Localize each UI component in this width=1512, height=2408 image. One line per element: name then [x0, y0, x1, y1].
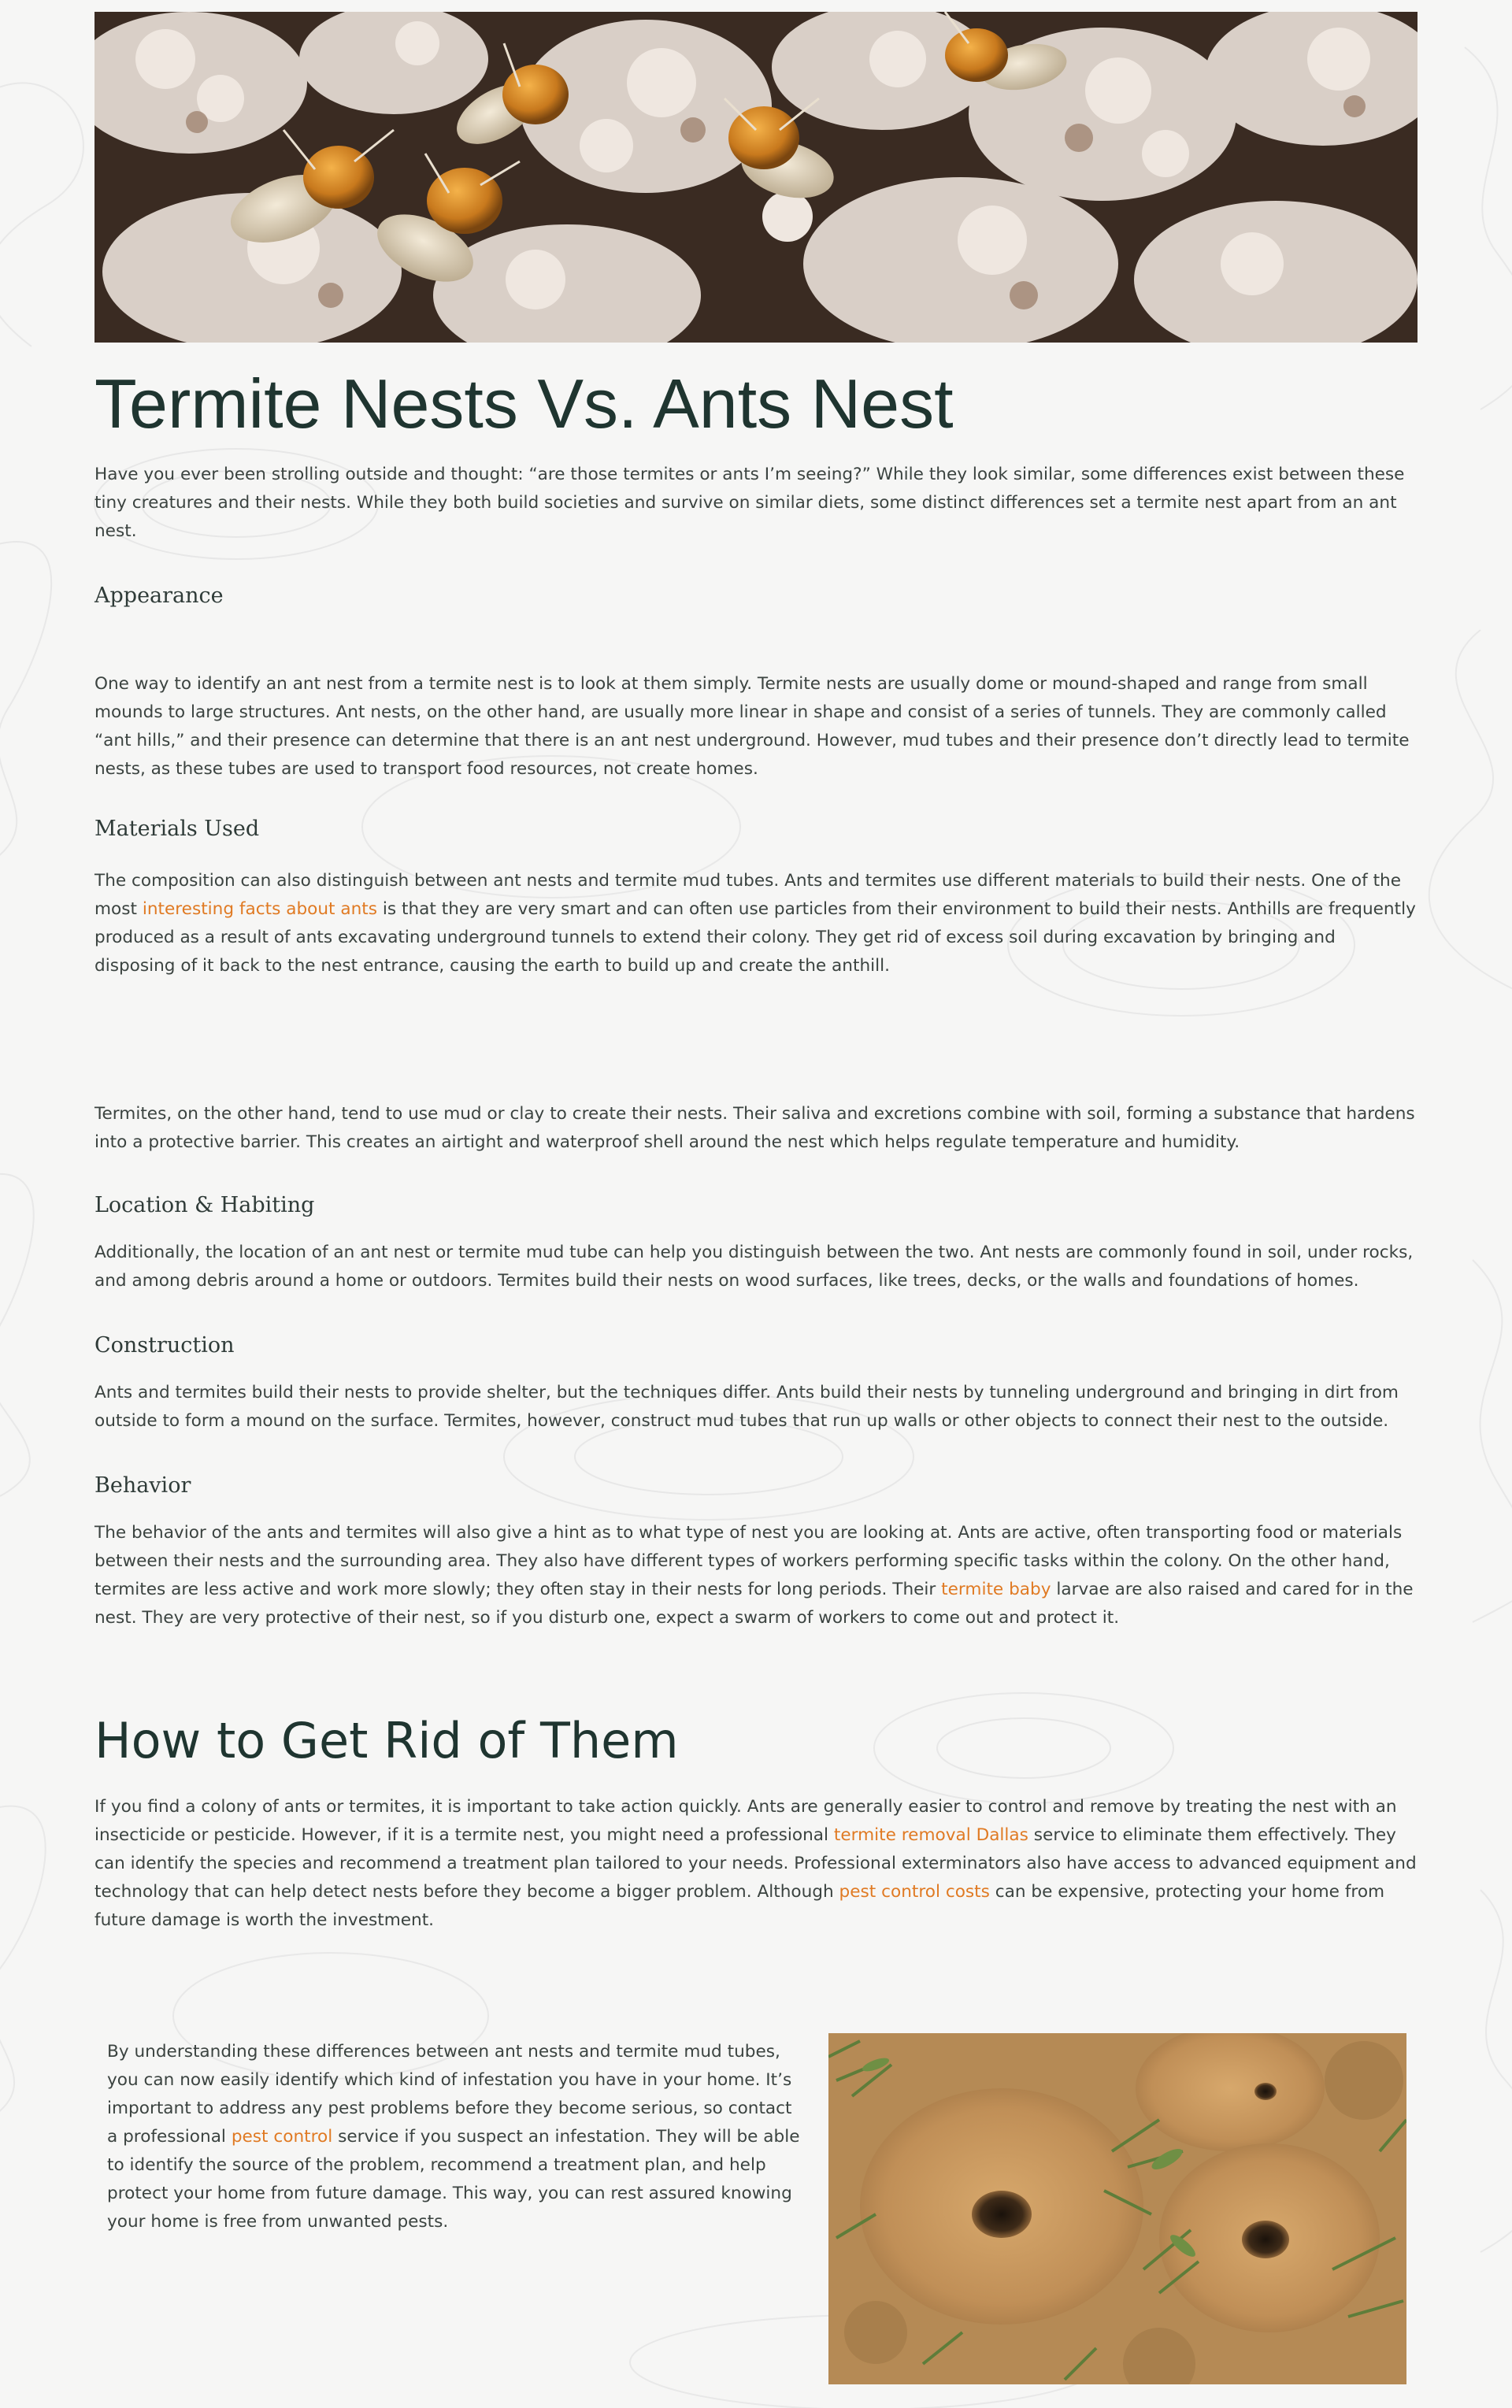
heading-behavior: Behavior	[94, 1473, 191, 1498]
appearance-paragraph: One way to identify an ant nest from a termite nest is to look at them simply. Termite nests are usually dome or mound-shaped and range from small mounds to large structures. Ant nests, on the other hand, are usually more linear in shape and consist of a series of tunnels. They are commonly called “ant hills,” and their presence can determine that there is an ant nest underground. However, mud tubes and their presence don’t directly lead to termite nests, as these tubes are used to transport food resources, not create homes.	[94, 674, 1410, 779]
materials-paragraph-1: The composition can also distinguish between ant nests and termite mud tubes. Ants and termites use different materials to build their nests. One of the most interesting facts about ants is that they are very smart and can often use particles from their environment to build their nests. Anthills are frequently produced as a result of ants excavating underground tunnels to extend their colony. They get rid of excess soil during excavation by bringing and disposing of it back to the nest entrance, causing the earth to build up and create the anthill.	[94, 871, 1416, 976]
ant-hills-image	[828, 2033, 1406, 2384]
page-title: Termite Nests Vs. Ants Nest	[94, 365, 954, 443]
conclusion-text	[107, 2038, 800, 2236]
location-paragraph: Additionally, the location of an ant nest or termite mud tube can help you distinguish between the two. Ant nests are commonly found in soil, under rocks, and among debris around a home or outdoors. Termites build their nests on wood surfaces, like trees, decks, or the walls and foundations of homes.	[94, 1243, 1414, 1291]
conclusion-paragraph: By understanding these differences between ant nests and termite mud tubes, you can now easily identify which kind of infestation you have in your home. It’s important to address any pest problems before they become serious, so contact a professional pest control service if you suspect an infestation. They will be able to identify the source of the problem, recommend a treatment plan, and help protect your home from future damage. This way, you can rest assured knowing your home is free from unwanted pests.	[107, 2042, 800, 2232]
materials-paragraph-2: Termites, on the other hand, tend to use mud or clay to create their nests. Their saliva and excretions combine with soil, forming a substance that hardens into a protective barrier. This creates an airtight and waterproof shell around the nest which helps regulate temperature and humidity.	[94, 1104, 1415, 1152]
link-pest-control-costs[interactable]: pest control costs	[839, 1882, 990, 1902]
heading-construction: Construction	[94, 1333, 235, 1358]
removal-paragraph: If you find a colony of ants or termites, it is important to take action quickly. Ants are generally easier to control and remove by treating the nest with an insecticide or pesticide. However, if it is a termite nest, you might need a professional termite removal Dallas service to eliminate them effectively. They can identify the species and recommend a treatment plan tailored to your needs. Professional exterminators also have access to advanced equipment and technology that can help detect nests before they become a bigger problem. Although pest control costs can be expensive, protecting your home from future damage is worth the investment.	[94, 1797, 1417, 1930]
heading-how-to-get-rid-of-them: How to Get Rid of Them	[94, 1712, 679, 1769]
link-termite-baby[interactable]: termite baby	[941, 1580, 1051, 1599]
heading-location-habiting: Location & Habiting	[94, 1193, 315, 1217]
link-pest-control[interactable]: pest control	[231, 2127, 333, 2147]
heading-appearance: Appearance	[94, 583, 224, 608]
hero-termites-image	[94, 12, 1418, 343]
link-termite-removal-dallas[interactable]: termite removal Dallas	[833, 1825, 1028, 1845]
heading-materials-used: Materials Used	[94, 817, 260, 841]
link-interesting-facts-about-ants[interactable]: interesting facts about ants	[142, 899, 378, 919]
article	[94, 12, 1418, 1935]
construction-paragraph: Ants and termites build their nests to provide shelter, but the techniques differ. Ants build their nests by tunneling underground and bringing in dirt from outside to form a mound on the surface. Termites, however, construct mud tubes that run up walls or other objects to connect their nest to the outside.	[94, 1383, 1399, 1431]
intro-paragraph: Have you ever been strolling outside and thought: “are those termites or ants I’m seeing?” While they look similar, some differences exist between these tiny creatures and their nests. While they both build societies and survive on similar diets, some distinct differences set a termite nest apart from an ant nest.	[94, 465, 1405, 541]
behavior-paragraph: The behavior of the ants and termites will also give a hint as to what type of nest you are looking at. Ants are active, often transporting food or materials between their nests and the surrounding area. They also have different types of workers performing specific tasks within the colony. On the other hand, termites are less active and work more slowly; they often stay in their nests for long periods. Their termite baby larvae are also raised and cared for in the nest. They are very protective of their nest, so if you disturb one, expect a swarm of workers to come out and protect it.	[94, 1523, 1414, 1628]
